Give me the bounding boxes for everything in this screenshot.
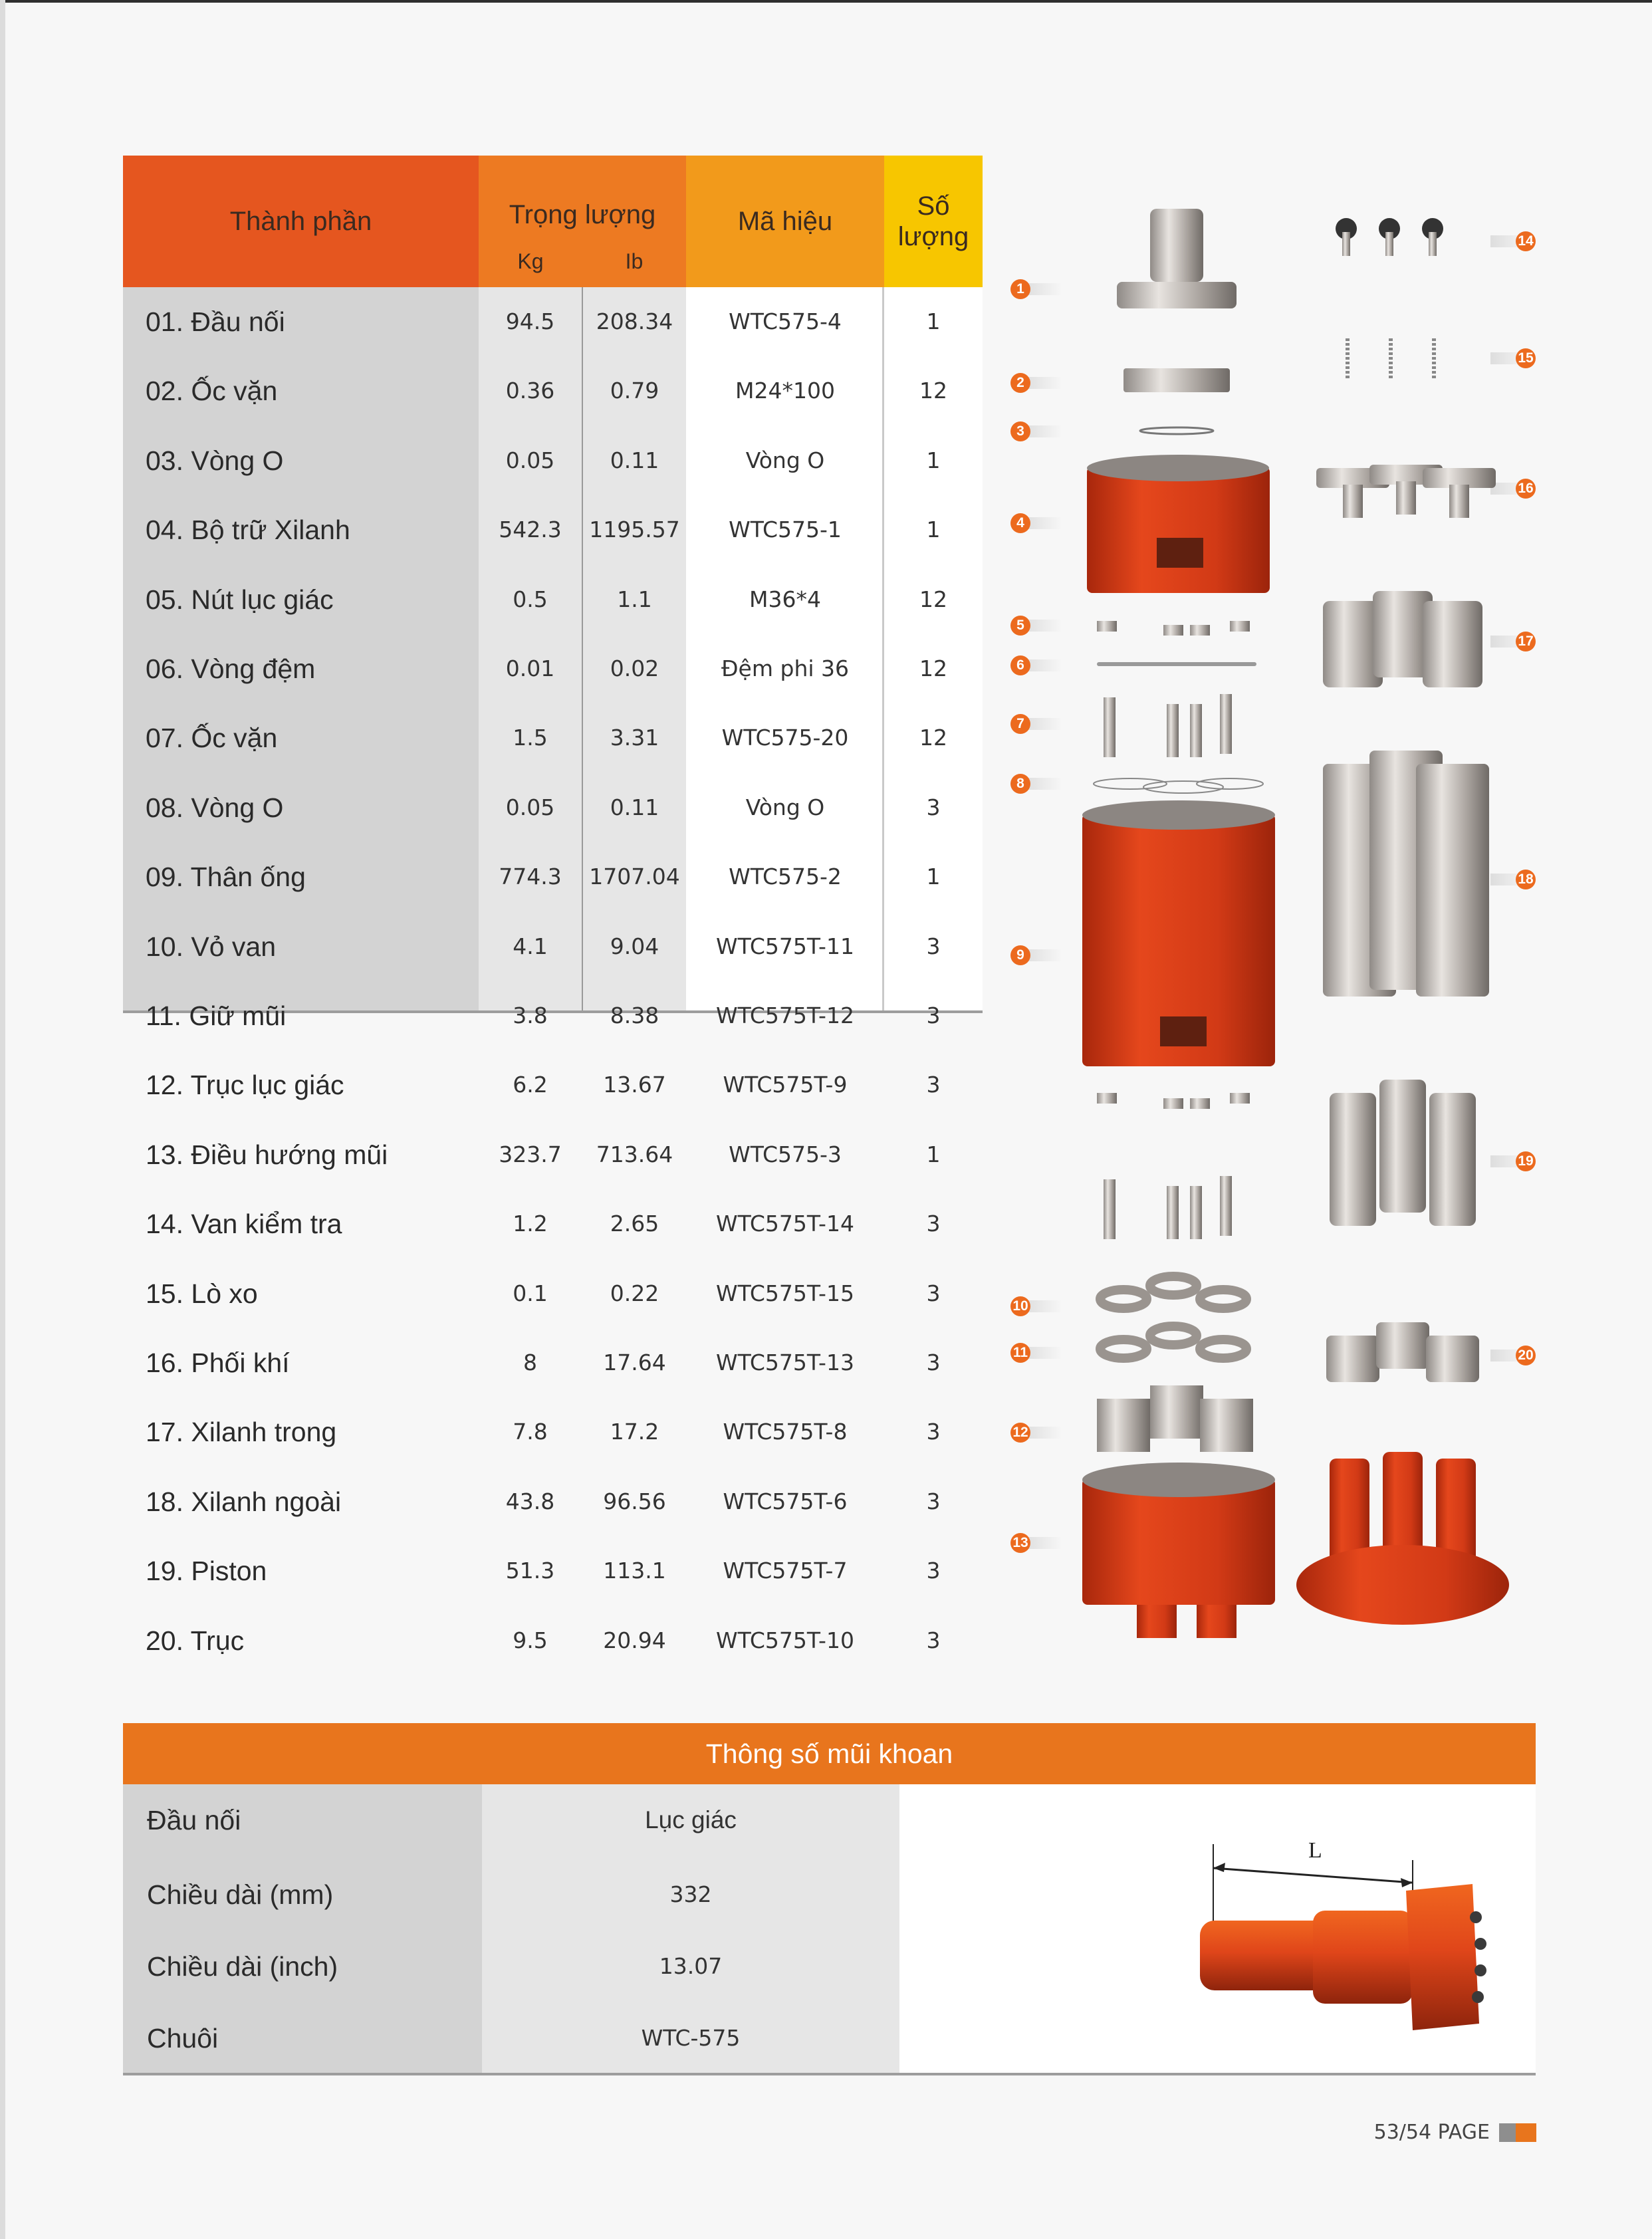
callout-3-number: 3 [1010,421,1030,441]
dimension-label: L [1308,1838,1322,1863]
part-name: 03. Vòng O [146,445,284,476]
callout-4-number: 4 [1010,513,1030,533]
part-code: WTC575T-12 [716,1002,854,1028]
callout-16 [1490,479,1534,499]
part-code: WTC575T-6 [723,1488,848,1514]
weight-lb: 3.31 [610,725,659,751]
part-code: WTC575T-7 [723,1558,848,1584]
part-qty: 1 [926,864,941,889]
weight-lb: 96.56 [603,1488,666,1514]
callout-1 [1010,279,1050,299]
part-washers [1097,662,1256,666]
part-screws [1104,694,1232,757]
header-code-label: Mã hiệu [737,206,833,236]
drill-spec-table [123,1723,1536,2075]
drill-bit-drawing [921,1804,1519,2057]
part-code: WTC575-20 [721,725,849,751]
weight-kg: 1.2 [513,1211,548,1237]
table-row [123,703,983,772]
callout-14 [1490,231,1534,251]
part-hardware-lower [1097,1093,1250,1239]
part-code: WTC575-2 [729,864,842,889]
table-row [123,1050,983,1120]
part-qty: 12 [919,378,947,404]
weight-lb: 17.64 [603,1350,666,1375]
table-row [123,1467,983,1536]
part-o-ring [1140,427,1213,434]
part-pistons [1330,1080,1476,1226]
part-hex-plugs [1097,621,1250,636]
part-springs [1348,338,1434,378]
callout-12 [1010,1423,1050,1443]
callout-15 [1490,348,1534,368]
part-name: 20. Trục [146,1625,245,1656]
table-row [123,287,983,356]
callout-6-number: 6 [1010,655,1030,675]
callout-11 [1010,1343,1050,1363]
spec-row [123,1784,899,1856]
weight-lb: 9.04 [610,933,659,959]
part-code: Vòng O [745,794,825,820]
callout-10-number: 10 [1010,1296,1030,1316]
weight-kg: 43.8 [505,1488,555,1514]
header-weight [479,156,686,287]
callout-4 [1010,513,1050,533]
page-marker-icon [1499,2123,1536,2142]
part-hex-shafts [1097,1385,1253,1452]
part-cylinder-block [1087,455,1270,593]
part-qty: 1 [926,517,941,542]
header-weight-label: Trọng lượng [509,199,656,229]
table-row [123,356,983,425]
weight-kg: 0.01 [505,655,555,681]
spec-value: Lục giác [645,1806,737,1833]
part-qty: 3 [926,933,941,959]
part-qty: 3 [926,1002,941,1028]
weight-lb: 0.11 [610,794,659,820]
header-weight-units [479,249,686,274]
table-row [123,1189,983,1258]
table-row [123,565,983,634]
spec-row [123,1931,899,2002]
weight-lb: 1707.04 [589,864,680,889]
part-name: 18. Xilanh ngoài [146,1486,342,1517]
table-row [123,912,983,981]
callout-5-number: 5 [1010,616,1030,636]
callout-14-number: 14 [1516,231,1536,251]
callout-15-number: 15 [1516,348,1536,368]
header-qty-label: Số lượng [897,191,969,251]
part-name: 15. Lò xo [146,1278,258,1309]
part-connector [1117,209,1237,308]
table-row [123,1606,983,1675]
header-qty [884,156,983,287]
part-check-valves [1336,218,1443,256]
page-left-edge [0,0,5,2239]
part-code: WTC575-1 [729,517,842,542]
part-code: WTC575T-13 [716,1350,854,1375]
part-code: WTC575T-8 [723,1419,848,1445]
weight-kg: 0.05 [505,794,555,820]
part-code: WTC575T-9 [723,1072,848,1098]
table-row [123,842,983,911]
part-qty: 3 [926,1072,941,1098]
part-code: WTC575-3 [729,1141,842,1167]
part-code: M24*100 [735,378,835,404]
spec-label: Chuôi [147,2023,219,2054]
table-row [123,426,983,495]
parts-table-header [123,156,983,287]
callout-20-number: 20 [1516,1346,1536,1365]
weight-kg: 7.8 [513,1419,548,1445]
weight-lb: 20.94 [603,1627,666,1653]
part-name: 13. Điều hướng mũi [146,1139,388,1170]
part-qty: 3 [926,1419,941,1445]
part-name: 05. Nút lục giác [146,584,334,615]
spec-label: Đầu nối [147,1805,241,1835]
callout-8 [1010,774,1050,794]
weight-kg: 3.8 [513,1002,548,1028]
part-qty: 12 [919,725,947,751]
weight-kg: 0.1 [513,1280,548,1306]
weight-lb: 17.2 [610,1419,659,1445]
part-name: 06. Vòng đệm [146,653,316,684]
part-code: M36*4 [749,586,821,612]
callout-9-number: 9 [1010,945,1030,965]
table-row [123,495,983,564]
callout-7 [1010,714,1050,734]
header-component-label: Thành phần [229,206,372,236]
part-qty: 12 [919,655,947,681]
header-kg: Kg [517,249,544,273]
callout-16-number: 16 [1516,479,1536,499]
part-name: 16. Phối khí [146,1348,290,1378]
table-row [123,981,983,1050]
callout-20 [1490,1346,1534,1365]
part-air-distributors [1316,465,1496,518]
exploded-view [997,156,1595,1685]
part-qty: 1 [926,308,941,334]
part-qty: 3 [926,1488,941,1514]
drill-spec-title: Thông số mũi khoan [123,1723,1536,1784]
part-inner-cylinders [1323,591,1482,687]
part-name: 07. Ốc vặn [146,723,278,753]
weight-kg: 4.1 [513,933,548,959]
weight-kg: 774.3 [499,864,562,889]
parts-table-body [123,287,983,1656]
weight-lb: 1.1 [617,586,652,612]
weight-kg: 6.2 [513,1072,548,1098]
part-code: WTC575T-11 [716,933,854,959]
callout-5 [1010,616,1050,636]
weight-kg: 323.7 [499,1141,562,1167]
part-bits [1296,1452,1509,1625]
spec-label: Chiều dài (inch) [147,1951,338,1982]
weight-lb: 13.67 [603,1072,666,1098]
part-qty: 3 [926,794,941,820]
weight-lb: 113.1 [603,1558,666,1584]
part-bolts [1123,368,1230,392]
weight-kg: 0.05 [505,447,555,473]
weight-lb: 0.11 [610,447,659,473]
part-name: 01. Đầu nối [146,306,285,337]
part-code: Đệm phi 36 [721,655,850,681]
part-valve-housings [1100,1276,1246,1358]
table-row [123,1120,983,1189]
callout-18 [1490,870,1534,889]
table-row [123,1259,983,1328]
callout-7-number: 7 [1010,714,1030,734]
callout-17 [1490,632,1534,651]
part-code: WTC575-4 [729,308,842,334]
spec-value: WTC-575 [641,2025,741,2051]
weight-lb: 2.65 [610,1211,659,1237]
weight-lb: 713.64 [596,1141,673,1167]
table-row [123,1328,983,1397]
header-component [123,156,479,287]
table-row [123,634,983,703]
table-row [123,1397,983,1467]
callout-13-number: 13 [1010,1533,1030,1553]
weight-kg: 51.3 [505,1558,555,1584]
header-code [686,156,884,287]
page-indicator [1374,2121,1536,2144]
part-name: 04. Bộ trữ Xilanh [146,515,350,545]
weight-kg: 8 [523,1350,537,1375]
part-qty: 3 [926,1350,941,1375]
spec-row [123,2002,899,2074]
spec-row [123,1859,899,1931]
part-bit-guide [1082,1463,1275,1638]
callout-19 [1490,1151,1534,1171]
spec-value: 13.07 [659,1953,723,1979]
callout-9 [1010,945,1050,965]
part-name: 08. Vòng O [146,792,284,823]
callout-1-number: 1 [1010,279,1030,299]
part-code: WTC575T-14 [716,1211,854,1237]
part-code: Vòng O [745,447,825,473]
weight-lb: 0.22 [610,1280,659,1306]
page-top-border [0,0,1652,3]
callout-2 [1010,373,1050,393]
drill-spec-body [123,1784,1536,2073]
part-name: 12. Trục lục giác [146,1070,344,1100]
callout-12-number: 12 [1010,1423,1030,1443]
weight-kg: 9.5 [513,1627,548,1653]
callout-10 [1010,1296,1050,1316]
weight-lb: 1195.57 [589,517,680,542]
part-name: 11. Giữ mũi [146,1001,287,1031]
parts-table [123,156,983,1656]
part-qty: 1 [926,447,941,473]
weight-kg: 1.5 [513,725,548,751]
weight-lb: 8.38 [610,1002,659,1028]
callout-3 [1010,421,1050,441]
callout-2-number: 2 [1010,373,1030,393]
callout-19-number: 19 [1516,1151,1536,1171]
spec-value: 332 [669,1881,712,1907]
table-row [123,773,983,842]
part-code: WTC575T-15 [716,1280,854,1306]
part-name: 19. Piston [146,1556,267,1586]
weight-lb: 208.34 [596,308,673,334]
table-row [123,1536,983,1605]
weight-kg: 0.36 [505,378,555,404]
callout-6 [1010,655,1050,675]
callout-8-number: 8 [1010,774,1030,794]
part-tube-body [1082,800,1275,1066]
header-lb: Ib [625,249,644,273]
part-qty: 1 [926,1141,941,1167]
callout-11-number: 11 [1010,1343,1030,1363]
part-name: 02. Ốc vặn [146,376,278,406]
part-name: 09. Thân ống [146,862,306,892]
part-qty: 3 [926,1558,941,1584]
callout-18-number: 18 [1516,870,1536,889]
part-qty: 3 [926,1627,941,1653]
weight-kg: 542.3 [499,517,562,542]
weight-lb: 0.02 [610,655,659,681]
weight-lb: 0.79 [610,378,659,404]
weight-kg: 0.5 [513,586,548,612]
part-outer-cylinders [1323,751,1489,997]
part-name: 10. Vỏ van [146,931,277,962]
part-o-rings [1094,778,1263,793]
weight-kg: 94.5 [505,308,555,334]
part-qty: 3 [926,1280,941,1306]
part-code: WTC575T-10 [716,1627,854,1653]
spec-label: Chiều dài (mm) [147,1879,334,1910]
part-shafts [1326,1322,1479,1382]
callout-17-number: 17 [1516,632,1536,651]
exploded-view-drawing [997,156,1595,1685]
part-name: 17. Xilanh trong [146,1417,337,1447]
part-name: 14. Van kiểm tra [146,1209,342,1239]
part-qty: 3 [926,1211,941,1237]
page-number: 53/54 PAGE [1373,2121,1490,2144]
callout-13 [1010,1533,1050,1553]
part-qty: 12 [919,586,947,612]
drill-bit-illustration [921,1804,1519,2057]
